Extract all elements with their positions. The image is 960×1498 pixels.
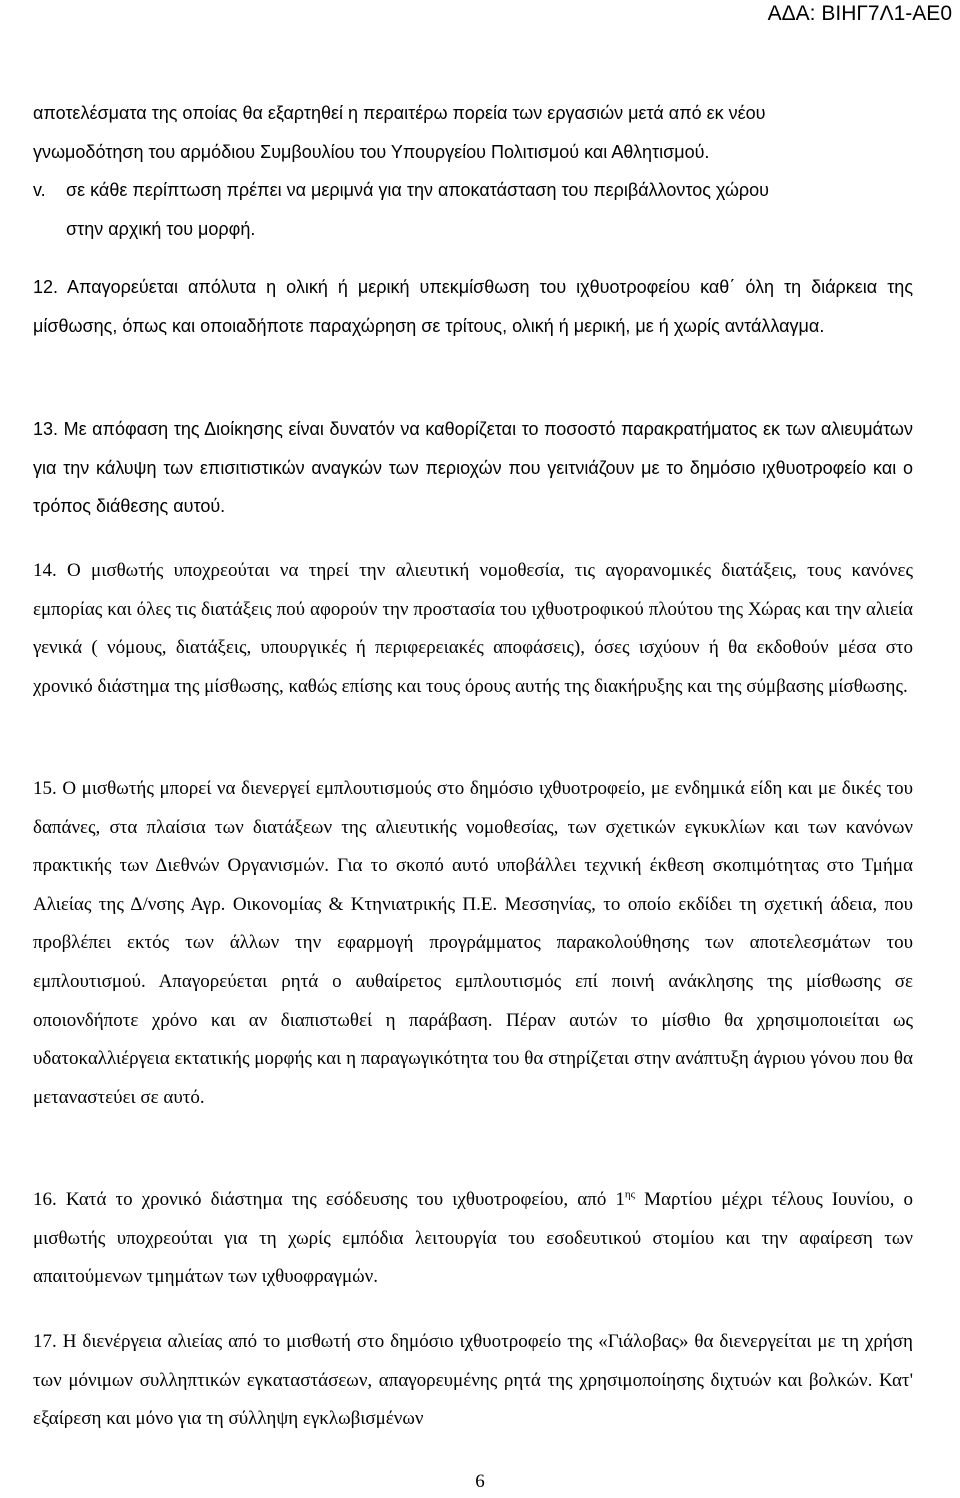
intro-line: γνωμοδότηση του αρμόδιου Συμβουλίου του Υπουργείου Πολιτισμού και Αθλητισμού. (33, 141, 710, 162)
ordinal-suffix: ης (624, 1188, 636, 1201)
item-v-continued: στην αρχική του μορφή. (66, 218, 256, 239)
paragraph-12: 12. Απαγορεύεται απόλυτα η ολική ή μερική υπεκμίσθωση του ιχθυοτροφείου καθ΄ όλη τη διάρκεια της μίσθωσης, όπως και οποιαδήποτε παραχώρηση σε τρίτους, ολική ή μερική, με ή χωρίς αντάλλαγμα. (33, 277, 913, 336)
intro-block (33, 94, 913, 248)
paragraph-15: 15. Ο μισθωτής μπορεί να διενεργεί εμπλουτισμούς στο δημόσιο ιχθυοτροφείο, με ενδημικά είδη και με δικές του δαπάνες, στα πλαίσια των διατάξεων της αλιευτικής νομοθεσίας, των σχετικών εγκυκλίων και των κανόνων πρακτικής των Διεθνών Οργανισμών. Για το σκοπό αυτό υποβάλλει τεχνική έκθεση σκοπιμότητας στο Τμήμα Αλιείας της Δ/νσης Αγρ. Οικονομίας & Κτηνιατρικής Π.Ε. Μεσσηνίας, το οποίο εκδίδει τη σχετική άδεια, που προβλέπει εκτός των άλλων την εφαρμογή προγράμματος παρακολούθησης των αποτελεσμάτων του εμπλουτισμού. Απαγορεύεται ρητά ο αυθαίρετος εμπλουτισμός επί ποινή ανάκλησης της μίσθωσης σε οποιονδήποτε χρόνο και αν διαπιστωθεί η παράβαση. Πέραν αυτών το μίσθιο θα χρησιμοποιείται ως υδατοκαλλιέργεια εκτατικής μορφής και η παραγωγικότητα του θα στηρίζεται στην ανάπτυξη άγριου γόνου που θα μεταναστεύει σε αυτό. (33, 778, 913, 1108)
item-v-text: σε κάθε περίπτωση πρέπει να μεριμνά για την αποκατάσταση του περιβάλλοντος χώρου (66, 180, 770, 201)
paragraph-13: 13. Με απόφαση της Διοίκησης είναι δυνατόν να καθορίζεται το ποσοστό παρακρατήματος εκ των αλιευμάτων για την κάλυψη των επισιτιστικών αναγκών των περιοχών που γειτνιάζουν με το δημόσιο ιχθυοτροφείο και ο τρόπος διάθεσης αυτού. (33, 419, 913, 517)
paragraph-16-start: 16. Κατά το χρονικό διάστημα της εσόδευσης του ιχθυοτροφείου, από 1 (33, 1189, 625, 1210)
paragraph-17: 17. Η διενέργεια αλιείας από το μισθωτή στο δημόσιο ιχθυοτροφείο της «Γιάλοβας» θα διενεργείται με τη χρήση των μόνιμων συλληπτικών εγκαταστάσεων, απαγορευμένης ρητά της χρησιμοποίησης διχτυών και βολκών. Κατ' εξαίρεση και μόνο για τη σύλληψη εγκλωβισμένων (33, 1331, 913, 1430)
paragraph-14: 14. Ο μισθωτής υποχρεούται να τηρεί την αλιευτική νομοθεσία, τις αγορανομικές διατάξεις, τους κανόνες εμπορίας και όλες τις διατάξεις πού αφορούν την προστασία του ιχθυοτροφικού πλούτου της Χώρας και την αλιεία γενικά ( νόμους, διατάξεις, υπουργικές ή περιφερειακές αποφάσεις), όσες ισχύουν ή θα εκδοθούν μέσα στο χρονικό διάστημα της μίσθωσης, καθώς επίσης και τους όρους αυτής της διακήρυξης και της σύμβασης μίσθωσης. (33, 560, 913, 697)
page-number: 6 (475, 1471, 485, 1492)
item-v (33, 171, 913, 210)
item-v-label: v. (33, 180, 46, 201)
document-code: ΑΔΑ: ΒΙΗΓ7Λ1-ΑΕ0 (767, 2, 952, 25)
paragraph-16-end: Μαρτίου μέχρι τέλους Ιουνίου, ο μισθωτής υποχρεούται για τη χωρίς εμπόδια λειτουργία του εσοδευτικού στομίου και την αφαίρεση των απαιτούμενων τμημάτων των ιχθυοφραγμών. (33, 1189, 914, 1288)
paragraph-16 (33, 1181, 913, 1297)
intro-line: αποτελέσματα της οποίας θα εξαρτηθεί η περαιτέρω πορεία των εργασιών μετά από εκ νέου (33, 103, 766, 123)
